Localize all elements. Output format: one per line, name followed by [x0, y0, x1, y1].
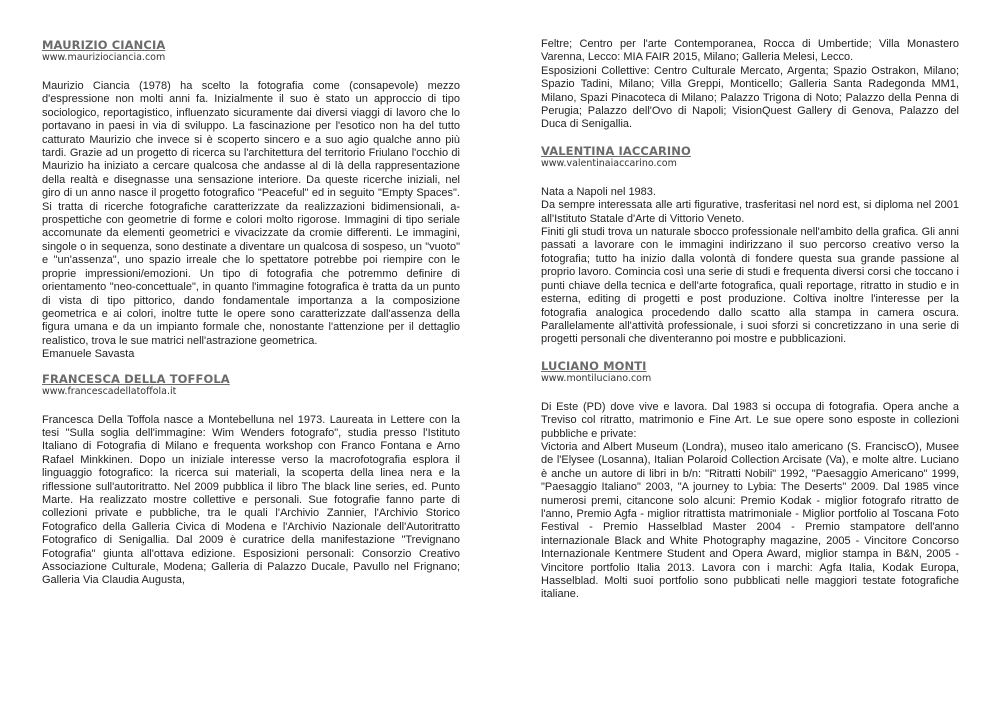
exhibitions-personal-cont: Feltre; Centro per l'arte Contemporanea, Rocca di Umbertide; Villa Monastero Varenna, Lecco: MIA FAIR 2015, Milano; Galleria Melesi, Lecco. — [541, 38, 959, 64]
artist-website: www.francescadellatoffola.it — [42, 385, 177, 397]
bio-maurizio-ciancia — [42, 38, 460, 362]
bio-valentina-iaccarino — [541, 144, 959, 347]
artist-bio-education: Da sempre interessata alle arti figurative, trasferitasi nel nord est, si diploma nel 2001 all'Istituto Statale d'Arte di Vittorio Veneto. — [541, 199, 959, 225]
artist-bio: Di Este (PD) dove vive e lavora. Dal 1983 si occupa di fotografia. Opera anche a Treviso col ritratto, matrimonio e Fine Art. Le sue opere sono esposte in collezioni pubbliche e private: — [541, 400, 959, 440]
bio-francesca-della-toffola-continued — [541, 38, 959, 132]
right-page — [541, 38, 959, 602]
artist-name: FRANCESCA DELLA TOFFOLA — [42, 371, 230, 386]
artist-website: www.valentinaiaccarino.com — [541, 157, 677, 169]
left-page — [42, 38, 460, 588]
bio-author-signature: Emanuele Savasta — [42, 348, 135, 361]
exhibitions-collective: Esposizioni Collettive: Centro Culturale Mercato, Argenta; Spazio Ostrakon, Milano; Spazio Tadini, Milano; Villa Greppi, Monticello; Galleria Santa Radegonda MM1, Milano, Spazi Pinacoteca di Milano; Palazzo Trigona di Noto; Palazzo della Penna di Perugia; Palazzo dell'Ovo di Napoli; VisionQuest Gallery di Genova, Palazzo del Duca di Senigallia. — [541, 64, 959, 131]
artist-collections-awards: Victoria and Albert Museum (Londra), museo italo americano (S. FranciscO), Musee de l'Elysee (Losanna), Italian Polaroid Collection Arcisate (Va), e molte altre. Luciano è anche un autore di libri in b/n: "Ritratti Nobili" 1992, "Paesaggio Americano" 1999, "Paesaggio Italiano" 2003, "A journey to Lybia: The Deserts" 2009. Dal 1985 vince numerosi premi, citancone solo alcuni: Premio Kodak - miglior fotografo ritratto de l'anno, Premio Agfa - miglior ritrattista matrimoniale - Miglior portfolio al Toscana Foto Festival - Premio Hasselblad Master 2004 - Premio stampatore dell'anno internazionale Black and White Photography magazine, 2005 - Vincitore Concorso Internazionale Kentmere Student and Opera Award, miglior stampa in B&N, 2005 - Vincitore portfolio Italia 2013. Lavora con i marchi: Agfa Italia, Kodak Europa, Hasselblad. Molti suoi portfolio sono pubblicati nelle maggiori testate fotografiche italiane. — [541, 440, 959, 601]
bio-francesca-della-toffola — [42, 372, 460, 588]
artist-name: LUCIANO MONTI — [541, 358, 647, 373]
artist-bio-birth: Nata a Napoli nel 1983. — [541, 185, 656, 198]
artist-website: www.mauriziociancia.com — [42, 52, 166, 63]
artist-name: VALENTINA IACCARINO — [541, 143, 691, 158]
bio-luciano-monti — [541, 359, 959, 602]
artist-bio: Francesca Della Toffola nasce a Montebelluna nel 1973. Laureata in Lettere con la tesi "Sulla soglia dell'immagine: Wim Wenders fotografo", studia presso l'Istituto Italiano di Fotografia di Milano e frequenta workshop con Franco Fontana e Arno Rafael Minkkinen. Dopo un iniziale interesse verso la macrofotografia esplora il linguaggio fotografico: la ricerca sui materiali, la scoperta della linea nera e la riflessione sull'autoritratto. Nel 2009 pubblica il libro The black line series, ed. Punto Marte. Ha realizzato mostre collettive e personali. Sue fotografie fanno parte di collezioni private e pubbliche, tra le quali l'Archivio Zannier, l'Archivio Storico Fotografico della Galleria Civica di Modena e l'Archivio Nazionale dell'Autoritratto Fotografico di Senigallia. Dal 2009 è curatrice della manifestazione "Trevignano Fotografia" giunta all'ottava edizione. Esposizioni personali: Consorzio Creativo Associazione Culturale, Modena; Galleria di Palazzo Ducale, Pavullo nel Frignano; Galleria Via Claudia Augusta, — [42, 413, 460, 587]
artist-bio: Finiti gli studi trova un naturale sbocco professionale nell'ambito della grafica. Gli anni passati a lavorare con le immagini indirizzano il suo percorso creativo verso la fotografia; tutto ha inizio dalla volontà di fondere questa sua grande passione al proprio lavoro. Comincia così una serie di studi e frequenta diversi corsi che toccano i punti chiave della tecnica e dell'arte fotografica, quali reportage, ritratto in studio e in esterna, editing di progetti e post produzione. Coltiva inoltre l'interesse per la fotografia analogica procedendo dallo scatto alla stampa in camera oscura. Parallelamente all'attività professionale, i suoi sforzi si concretizzano in una serie di progetti personali che diventeranno poi mostre e pubblicazioni. — [541, 226, 959, 346]
artist-bio: Maurizio Ciancia (1978) ha scelto la fotografia come (consapevole) mezzo d'espressione non molti anni fa. Inizialmente il suo è stato un approccio di tipo sociologico, reportagistico, influenzato sicuramente dai diversi viaggi di lavoro che lo portavano in paesi in via di sviluppo. La fascinazione per l'esotico non ha del tutto catturato Maurizio che invece si è scoperto sincero e a suo agio qualche anno più tardi. Grazie ad un progetto di ricerca su l'architettura del territorio Friulano l'occhio di Maurizio ha iniziato a cercare qualcosa che andasse al di là della rappresentazione della realtà e disegnasse una sensazione interiore. Da queste ricerche iniziali, nel giro di un anno nasce il progetto fotografico "Peaceful" ed in seguito "Empty Spaces". Si tratta di ricerche fotografiche caratterizzate da realizzazioni bidimensionali, a-prospettiche con geometrie di forme e colori molto rigorose. Immagini di tipo seriale accomunate da elementi geometrici e vivacizzate da cromie differenti. Le immagini, singole o in sequenza, sono destinate a diventare un qualcosa di sospeso, un "vuoto" e "un'assenza", uno spazio irreale che lo spettatore potrebbe poi riempire con le proprie impressioni/emozioni. Un tipo di fotografia che potremmo definire di orientamento "neo-concettuale", in quanto l'immagine fotografica è tratta da un punto di vista di tipo pittorico, dando fondamentale importanza a la composizione geometrica e ai colori, inoltre tutte le opere sono caratterizzate dall'assenza della figura umana e da un impianto formale che, nonostante l'attenzione per il dettaglio realistico, trova le sue matrici nell'astrazione geometrica. — [42, 80, 460, 347]
artist-website: www.montiluciano.com — [541, 372, 652, 384]
artist-name: MAURIZIO CIANCIA — [42, 38, 166, 52]
